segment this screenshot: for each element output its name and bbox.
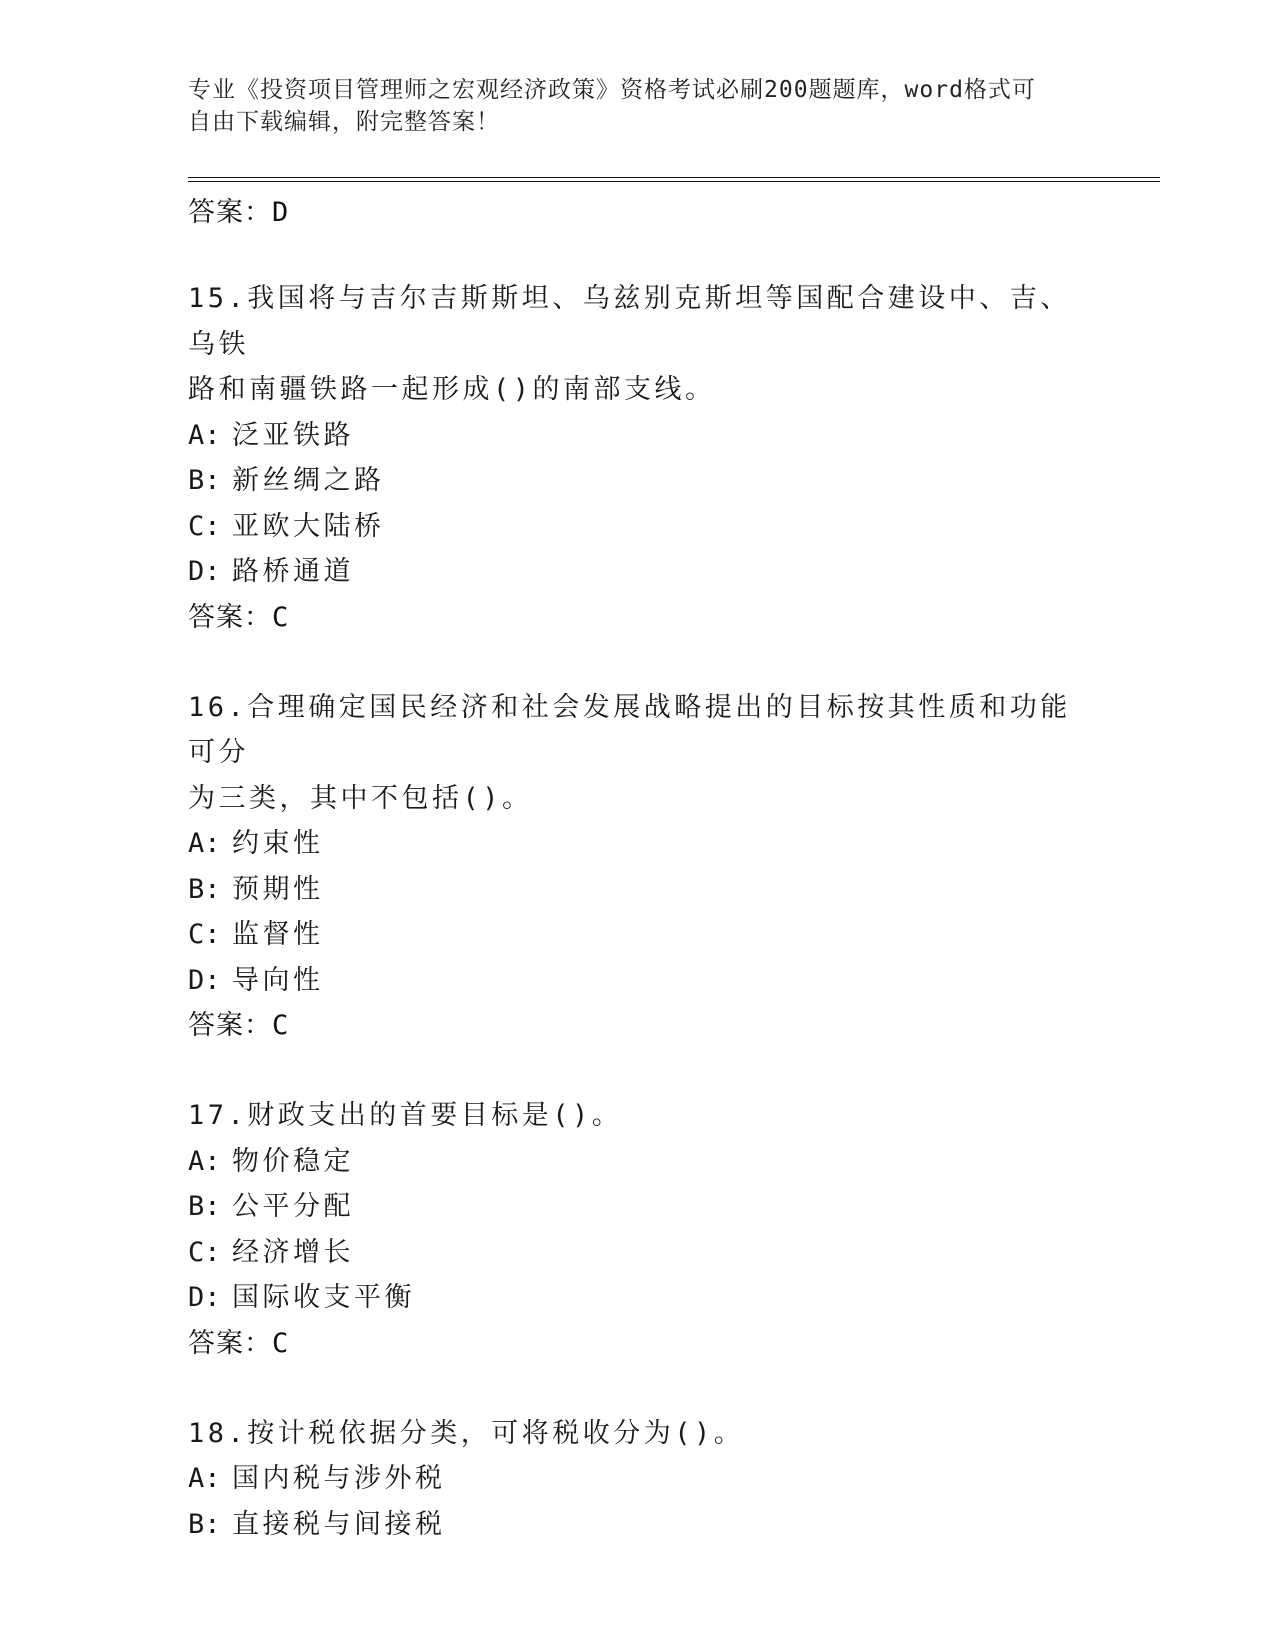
option-c: [188, 912, 1088, 958]
question-stem: [188, 685, 1088, 822]
option-letter: C:: [188, 919, 221, 950]
question-stem: [188, 1411, 1088, 1457]
option-text: 约束性: [232, 828, 324, 859]
option-b: [188, 1184, 1088, 1230]
answer-line: [188, 595, 1088, 641]
header-line-1: 专业《投资项目管理师之宏观经济政策》资格考试必刷200题题库，word格式可: [188, 77, 1036, 103]
header-divider: [188, 177, 1160, 182]
option-c: [188, 1230, 1088, 1276]
answer-label: 答案：: [188, 1010, 272, 1041]
option-a: [188, 1456, 1088, 1502]
option-text: 国际收支平衡: [232, 1282, 415, 1313]
option-text: 亚欧大陆桥: [232, 510, 385, 542]
option-letter: A:: [188, 419, 221, 451]
question-15: [188, 276, 1088, 641]
document-header: [188, 74, 1068, 138]
option-d: [188, 549, 1088, 595]
option-a: [188, 413, 1088, 459]
option-letter: D:: [188, 964, 221, 996]
answer-label: 答案：: [188, 197, 272, 228]
option-text: 监督性: [232, 919, 324, 950]
option-b: [188, 1502, 1088, 1548]
option-b: [188, 458, 1088, 504]
answer-value: C: [272, 1327, 290, 1359]
option-letter: B:: [188, 873, 221, 905]
question-stem: [188, 1093, 1088, 1139]
question-18: [188, 1411, 1088, 1548]
option-letter: A:: [188, 1145, 221, 1177]
option-letter: A:: [188, 828, 221, 859]
option-letter: D:: [188, 1282, 221, 1313]
option-text: 新丝绸之路: [232, 465, 385, 496]
option-text: 直接税与间接税: [232, 1508, 446, 1540]
answer-line: [188, 190, 1088, 236]
option-letter: B:: [188, 1508, 221, 1540]
option-b: [188, 867, 1088, 913]
question-stem-line-1: 18.按计税依据分类，可将税收分为()。: [188, 1417, 745, 1449]
answer-label: 答案：: [188, 601, 272, 633]
answer-value: C: [272, 1010, 290, 1041]
question-stem-line-1: 16.合理确定国民经济和社会发展战略提出的目标按其性质和功能可分: [188, 691, 1071, 768]
answer-line: [188, 1003, 1088, 1049]
option-text: 预期性: [232, 873, 324, 905]
question-16: [188, 685, 1088, 1050]
option-letter: B:: [188, 1191, 221, 1222]
header-line-2: 自由下载编辑，附完整答案！: [188, 109, 500, 135]
option-letter: D:: [188, 556, 221, 587]
option-text: 公平分配: [232, 1191, 354, 1222]
option-text: 泛亚铁路: [232, 419, 354, 451]
question-stem-line-2: 路和南疆铁路一起形成()的南部支线。: [188, 374, 716, 405]
option-text: 路桥通道: [232, 556, 354, 587]
answer-label: 答案：: [188, 1327, 272, 1359]
answer-value: C: [272, 601, 290, 633]
option-letter: C:: [188, 510, 221, 542]
option-c: [188, 504, 1088, 550]
answer-line: [188, 1321, 1088, 1367]
option-text: 物价稳定: [232, 1145, 354, 1177]
option-a: [188, 1139, 1088, 1185]
option-a: [188, 821, 1088, 867]
question-stem-line-2: 为三类，其中不包括()。: [188, 782, 533, 814]
option-letter: C:: [188, 1236, 221, 1268]
question-17: [188, 1093, 1088, 1367]
option-text: 国内税与涉外税: [232, 1463, 446, 1494]
option-letter: B:: [188, 465, 221, 496]
question-stem: [188, 276, 1088, 413]
question-stem-line-1: 17.财政支出的首要目标是()。: [188, 1100, 623, 1131]
question-stem-line-1: 15.我国将与吉尔吉斯斯坦、乌兹别克斯坦等国配合建设中、吉、乌铁: [188, 283, 1071, 360]
option-d: [188, 958, 1088, 1004]
document-body: [188, 190, 1088, 1591]
answer-value: D: [272, 197, 290, 228]
option-text: 导向性: [232, 964, 324, 996]
option-d: [188, 1275, 1088, 1321]
option-text: 经济增长: [232, 1236, 354, 1268]
option-letter: A:: [188, 1463, 221, 1494]
